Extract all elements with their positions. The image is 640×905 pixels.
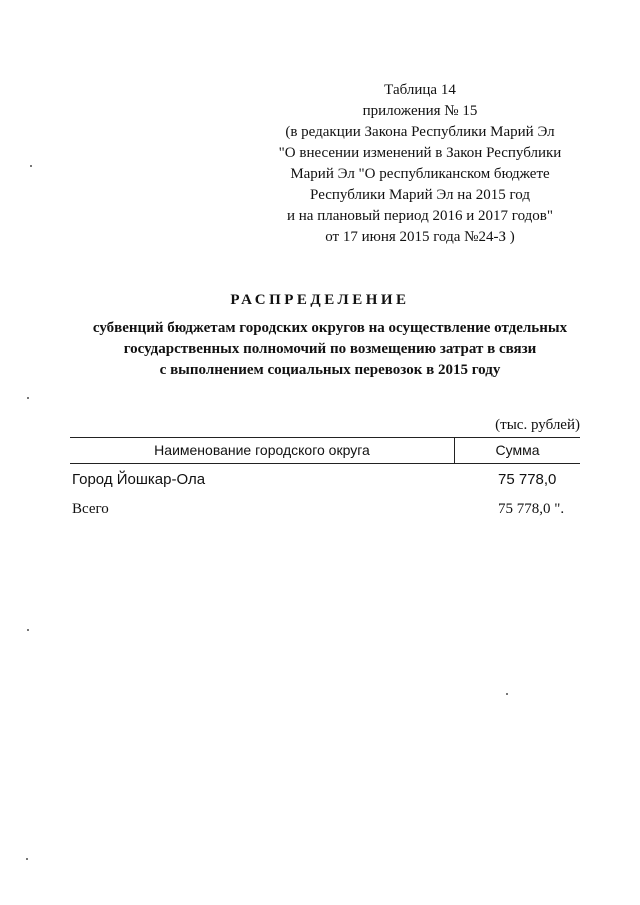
scan-speck: [30, 165, 32, 167]
scan-speck: [506, 693, 508, 695]
scan-speck: [26, 858, 28, 860]
column-header-name: Наименование городского округа: [70, 438, 455, 463]
header-line: Республики Марий Эл на 2015 год: [310, 187, 530, 203]
table-header: [70, 437, 580, 464]
header-line: от 17 июня 2015 года №24-З ): [325, 229, 515, 245]
header-line: и на плановый период 2016 и 2017 годов": [287, 208, 553, 224]
subtitle-line: государственных полномочий по возмещению затрат в связи: [123, 341, 537, 357]
row-name: Город Йошкар-Ола: [72, 471, 206, 488]
header-line: "О внесении изменений в Закон Республики: [278, 145, 562, 161]
document-title: РАСПРЕДЕЛЕНИЕ: [230, 292, 410, 308]
document-subtitle: [60, 318, 600, 381]
appendix-header: [240, 80, 600, 248]
units-label: (тыс. рублей): [495, 417, 580, 433]
header-line: Таблица 14: [384, 82, 456, 98]
header-line: Марий Эл "О республиканском бюджете: [290, 166, 550, 182]
subtitle-line: субвенций бюджетам городских округов на осуществление отдельных: [92, 320, 568, 336]
row-name: Всего: [72, 501, 109, 517]
row-sum: 75 778,0 ".: [498, 501, 565, 517]
table-row: [70, 470, 580, 490]
scan-speck: [27, 629, 29, 631]
header-line: (в редакции Закона Республики Марий Эл: [285, 124, 555, 140]
row-sum: 75 778,0: [498, 471, 557, 488]
header-line: приложения № 15: [362, 103, 478, 119]
subtitle-line: с выполнением социальных перевозок в 2015 году: [159, 362, 501, 378]
scan-speck: [27, 397, 29, 399]
table-row: [70, 499, 580, 519]
column-header-sum: Сумма: [495, 442, 540, 458]
